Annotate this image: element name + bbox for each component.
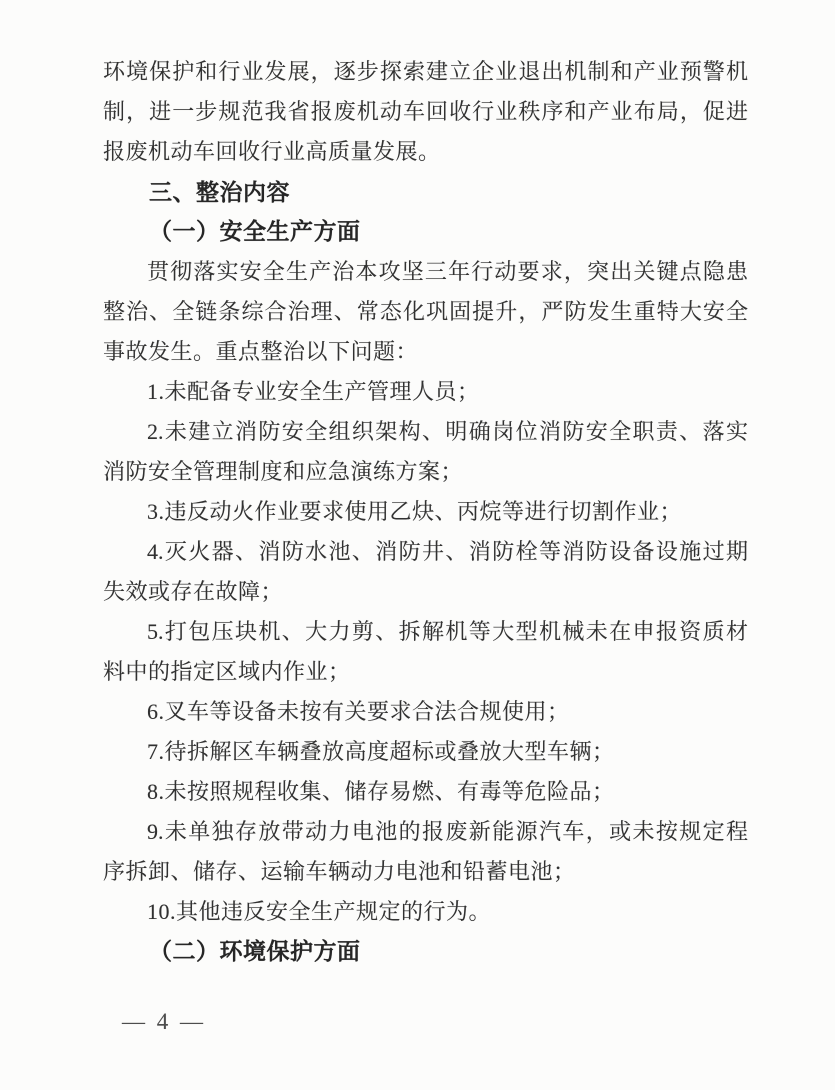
doc-line: 序拆卸、储存、运输车辆动力电池和铅蓄电池； [103,859,576,884]
doc-line: 失效或存在故障； [103,579,284,604]
doc-line: 料中的指定区域内作业； [103,659,351,684]
doc-line: （一）安全生产方面 [149,219,361,244]
doc-line: 消防安全管理制度和应急演练方案； [103,459,464,484]
doc-line: 贯彻落实安全生产治本攻坚三年行动要求，突出关键点隐患 [147,259,748,284]
doc-line: 整治、全链条综合治理、常态化巩固提升，严防发生重特大安全 [103,299,748,324]
doc-line: 事故发生。重点整治以下问题： [103,339,419,364]
doc-line: 8.未按照规程收集、储存易燃、有毒等危险品； [147,779,615,804]
doc-line: 6.叉车等设备未按有关要求合法合规使用； [147,699,570,724]
doc-line: 9.未单独存放带动力电池的报废新能源汽车，或未按规定程 [147,819,748,844]
doc-line: （二）环境保护方面 [149,939,361,964]
doc-line: 2.未建立消防安全组织架构、明确岗位消防安全职责、落实 [147,419,748,444]
document-body [103,52,748,972]
doc-line: 7.待拆解区车辆叠放高度超标或叠放大型车辆； [147,739,615,764]
doc-line: 3.违反动火作业要求使用乙炔、丙烷等进行切割作业； [147,499,683,524]
doc-line: 三、整治内容 [149,179,290,205]
doc-line: 1.未配备专业安全生产管理人员； [147,379,480,404]
doc-line: 制，进一步规范我省报废机动车回收行业秩序和产业布局，促进 [103,99,748,124]
doc-line: 10.其他违反安全生产规定的行为。 [147,899,492,924]
doc-line: 报废机动车回收行业高质量发展。 [103,139,441,164]
doc-line: 环境保护和行业发展，逐步探索建立企业退出机制和产业预警机 [103,59,748,84]
doc-line: 4.灭火器、消防水池、消防井、消防栓等消防设备设施过期 [147,539,748,564]
page-number: — 4 — [122,1009,206,1034]
doc-line: 5.打包压块机、大力剪、拆解机等大型机械未在申报资质材 [147,619,748,644]
